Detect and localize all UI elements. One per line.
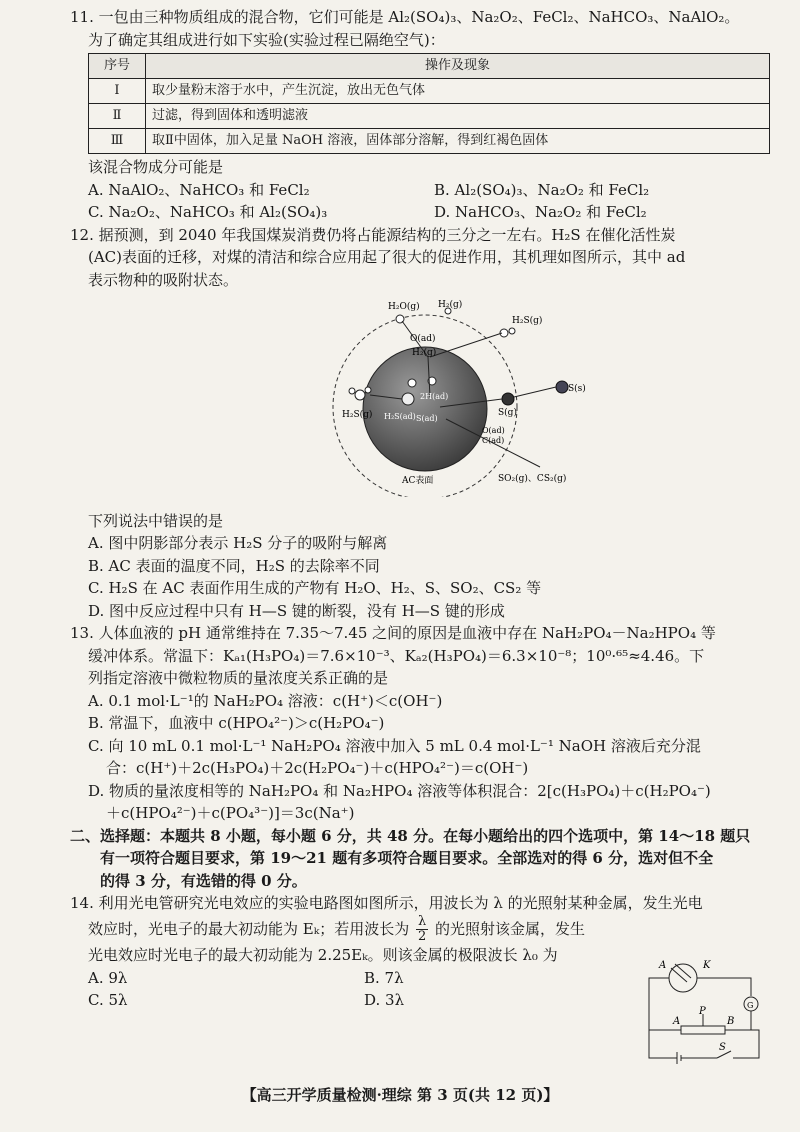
question-11 <box>70 6 770 224</box>
svg-text:S(ad): S(ad) <box>416 414 438 423</box>
q12-stem3: 表示物种的吸附状态。 <box>88 270 239 289</box>
option-b: B. AC 表面的温度不同，H₂S 的去除率不同 <box>88 556 380 575</box>
option-d-cont: ＋c(HPO₄²⁻)＋c(PO₄³⁻)]＝3c(Na⁺) <box>106 804 355 822</box>
q11-stem2: 为了确定其组成进行如下实验(实验过程已隔绝空气)： <box>88 30 445 49</box>
exam-page <box>70 6 770 1053</box>
svg-text:H₂(g): H₂(g) <box>412 348 437 358</box>
option-c: C. H₂S 在 AC 表面作用生成的产物有 H₂O、H₂、S、SO₂、CS₂ 等 <box>88 579 542 597</box>
sulfur-solid-icon <box>556 381 568 393</box>
q11-experiment-table <box>88 53 770 154</box>
question-12 <box>70 224 770 623</box>
option-d: D. NaHCO₃、Na₂O₂ 和 FeCl₂ <box>434 203 647 221</box>
q14-stem: 14. 利用光电管研究光电效应的实验电路图如图所示，用波长为 λ 的光照射某种金属，发生光电 <box>70 894 703 912</box>
table-row: Ⅰ 取少量粉末溶于水中，产生沉淀，放出无色气体 <box>89 79 770 104</box>
svg-text:A: A <box>673 1016 681 1027</box>
svg-text:S(g): S(g) <box>498 408 517 418</box>
ac-particle <box>363 347 487 471</box>
option-b: B. Al₂(SO₄)₃、Na₂O₂ 和 FeCl₂ <box>434 180 650 199</box>
option-c: C. 5λ <box>88 991 128 1010</box>
ac-surface-mechanism-diagram <box>260 297 590 497</box>
q11-options <box>70 179 770 224</box>
section-2-header: 二、选择题：本题共 8 小题，每小题 6 分，共 48 分。在每小题给出的四个选项中，第 14～18 题只 有一项符合题目要求，第 19～21 题有多项符合题目要求。全部选对的得 6 分，选对但不全 的得 3 分，有选错的得 0 分。 <box>70 826 751 890</box>
option-a: A. 9λ <box>88 968 128 987</box>
svg-text:A: A <box>659 960 667 971</box>
svg-text:O(ad): O(ad) <box>482 426 505 435</box>
q12-stem2: (AC)表面的迁移，对煤的清洁和综合应用起了很大的促进作用，其机理如图所示，其中 ad <box>88 248 686 266</box>
svg-text:AC表面: AC表面 <box>402 476 434 486</box>
svg-text:O(ad): O(ad) <box>410 334 436 344</box>
svg-text:H₂(g): H₂(g) <box>438 300 463 310</box>
photoelectric-circuit-diagram <box>641 958 766 1068</box>
h2s-molecule-icon <box>355 390 365 400</box>
option-c-cont: 合：c(H⁺)＋2c(H₃PO₄)＋2c(H₂PO₄⁻)＋c(HPO₄²⁻)＝c(OH⁻) <box>106 759 529 777</box>
svg-text:2H(ad): 2H(ad) <box>420 392 449 401</box>
option-c: C. Na₂O₂、NaHCO₃ 和 Al₂(SO₄)₃ <box>88 203 328 221</box>
option-d: D. 物质的量浓度相等的 NaH₂PO₄ 和 Na₂HPO₄ 溶液等体积混合：2[c(H₃PO₄)＋c(H₂PO₄⁻) <box>88 781 711 800</box>
svg-text:S(s): S(s) <box>568 384 586 394</box>
option-a: A. 图中阴影部分表示 H₂S 分子的吸附与解离 <box>88 534 388 552</box>
svg-text:P: P <box>699 1006 706 1017</box>
sulfur-gas-icon <box>502 393 514 405</box>
rheostat-icon <box>681 1026 725 1034</box>
q13-stem: 13. 人体血液的 pH 通常维持在 7.35～7.45 之间的原因是血液中存在 NaH₂PO₄－Na₂HPO₄ 等 <box>70 624 716 642</box>
q11-stem: 11. 一包由三种物质组成的混合物，它们可能是 Al₂(SO₄)₃、Na₂O₂、FeCl₂、NaHCO₃、NaAlO₂。 <box>70 8 740 26</box>
table-row: Ⅱ 过滤，得到固体和透明滤液 <box>89 104 770 129</box>
lambda-half-fraction: $\frac{\lambda}{2}$ <box>417 913 427 944</box>
svg-text:SO₂(g)、CS₂(g): SO₂(g)、CS₂(g) <box>498 474 567 484</box>
q12-ask: 下列说法中错误的是 <box>88 511 224 530</box>
option-c: C. 向 10 mL 0.1 mol·L⁻¹ NaH₂PO₄ 溶液中加入 5 mL 0.4 mol·L⁻¹ NaOH 溶液后充分混 <box>88 736 701 755</box>
svg-text:S: S <box>719 1042 726 1053</box>
table-row: Ⅲ 取Ⅱ中固体，加入足量 NaOH 溶液，固体部分溶解，得到红褐色固体 <box>89 129 770 154</box>
option-d: D. 图中反应过程中只有 H—S 键的断裂，没有 H—S 键的形成 <box>88 601 505 620</box>
q12-options <box>70 532 770 622</box>
option-b: B. 7λ <box>364 968 404 987</box>
svg-text:H₂S(g): H₂S(g) <box>342 410 373 420</box>
question-13 <box>70 622 770 825</box>
q12-stem: 12. 据预测，到 2040 年我国煤炭消费仍将占能源结构的三分之一左右。H₂S 在催化活性炭 <box>70 225 676 244</box>
question-14 <box>70 892 770 1053</box>
svg-text:C(ad): C(ad) <box>482 436 505 445</box>
svg-text:H₂O(g): H₂O(g) <box>388 302 420 312</box>
option-d: D. 3λ <box>364 991 405 1010</box>
svg-text:G: G <box>747 1001 754 1010</box>
svg-text:H₂S(g): H₂S(g) <box>512 316 543 326</box>
q13-stem3: 列指定溶液中微粒物质的量浓度关系正确的是 <box>88 669 389 687</box>
svg-text:H₂S(ad): H₂S(ad) <box>384 412 416 421</box>
option-a: A. NaAlO₂、NaHCO₃ 和 FeCl₂ <box>88 180 310 199</box>
q11-ask: 该混合物成分可能是 <box>88 158 224 176</box>
adsorbed-molecule-icon <box>402 393 414 405</box>
q13-stem2: 缓冲体系。常温下：Kₐ₁(H₃PO₄)＝7.6×10⁻³、Kₐ₂(H₃PO₄)＝6.3×10⁻⁸；10⁰·⁶⁵≈4.46。下 <box>88 646 705 665</box>
q14-stem2: 效应时，光电子的最大初动能为 Eₖ；若用波长为 $\frac{\lambda}{2}$ 的光照射该金属，发生 <box>88 913 586 944</box>
svg-text:B: B <box>727 1016 735 1027</box>
q14-stem3: 光电效应时光电子的最大初动能为 2.25Eₖ。则该金属的极限波长 λ₀ 为 <box>88 946 558 965</box>
q13-options <box>70 690 770 825</box>
table-header-no: 序号 <box>89 54 146 79</box>
option-b: B. 常温下，血液中 c(HPO₄²⁻)＞c(H₂PO₄⁻) <box>88 714 385 732</box>
page-footer: 【高三开学质量检测·理综 第 3 页(共 12 页)】 <box>241 1086 559 1104</box>
table-header-operation: 操作及现象 <box>146 54 770 79</box>
option-a: A. 0.1 mol·L⁻¹的 NaH₂PO₄ 溶液：c(H⁺)＜c(OH⁻) <box>88 691 443 710</box>
svg-text:K: K <box>703 960 711 971</box>
